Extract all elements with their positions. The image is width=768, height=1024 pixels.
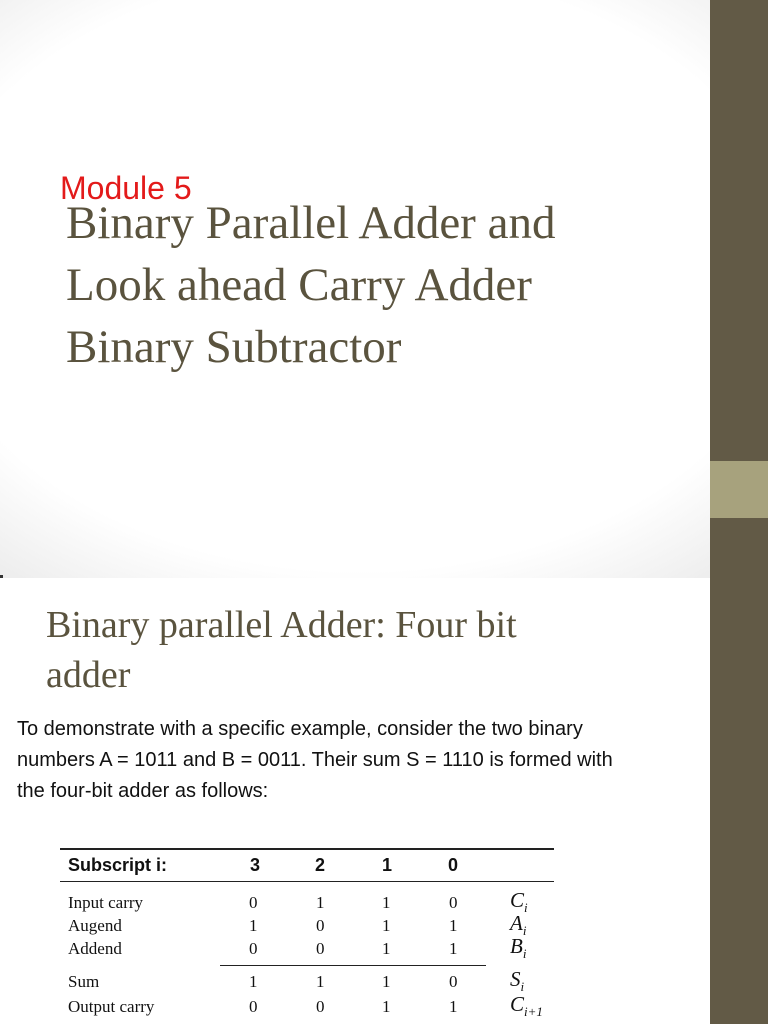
table-cell: 1 — [449, 916, 458, 935]
table-cell: 1 — [449, 997, 458, 1016]
table-cell: 0 — [249, 939, 258, 958]
slide2-title-line-2: adder — [46, 654, 131, 696]
table-cell: 1 — [316, 972, 325, 991]
table-cell: 1 — [316, 893, 325, 912]
table-cell: 1 — [249, 916, 258, 935]
title-line-3: Binary Subtractor — [66, 321, 402, 373]
slide2-body — [17, 714, 717, 807]
symbol-a-i: $A_i$ — [510, 911, 527, 939]
module-label: Module 5 — [60, 170, 192, 206]
slide2-title — [46, 600, 686, 700]
row-label-input-carry: Input carry — [68, 893, 144, 912]
slide1-side-accent — [710, 461, 768, 518]
table-cell: 1 — [382, 916, 391, 935]
table-cell: 0 — [249, 997, 258, 1016]
row-label-output-carry: Output carry — [68, 997, 155, 1016]
symbol-b-i: $B_i$ — [510, 934, 527, 962]
table-cell: 0 — [449, 972, 458, 991]
table-cell: 0 — [316, 939, 325, 958]
row-label-augend: Augend — [68, 916, 122, 935]
symbol-c-i: $C_i$ — [510, 888, 528, 916]
body-line-1: To demonstrate with a specific example, consider the two binary — [17, 718, 583, 740]
subscript-3: 3 — [250, 855, 261, 875]
slide2-title-line-1: Binary parallel Adder: Four bit — [46, 604, 517, 646]
symbol-c-i-plus-1: $C_{i+1}$ — [510, 992, 543, 1020]
body-line-3: the four-bit adder as follows: — [17, 780, 269, 802]
title-line-2: Look ahead Carry Adder — [66, 259, 532, 311]
title-line-1: Binary Parallel Adder and — [66, 197, 556, 249]
subscript-header-label: Subscript i: — [68, 855, 168, 875]
row-label-sum: Sum — [68, 972, 100, 991]
slide2-side-bar — [710, 578, 768, 1024]
four-bit-adder-table — [60, 846, 554, 1024]
table-cell: 1 — [249, 972, 258, 991]
table-top-rule — [60, 848, 554, 850]
content-slide — [0, 578, 710, 1024]
body-line-2: numbers A = 1011 and B = 0011. Their sum S = 1110 is formed with — [17, 749, 613, 771]
symbol-s-i: $S_i$ — [510, 967, 525, 995]
subscript-1: 1 — [382, 855, 393, 875]
slide-title — [66, 192, 706, 378]
table-cell: 1 — [382, 997, 391, 1016]
table-cell: 1 — [449, 939, 458, 958]
table-header-rule — [60, 881, 554, 882]
table-cell: 1 — [382, 939, 391, 958]
table-sum-rule — [220, 965, 486, 966]
subscript-2: 2 — [315, 855, 326, 875]
row-label-addend: Addend — [68, 939, 122, 958]
subscript-0: 0 — [448, 855, 459, 875]
table-cell: 0 — [316, 997, 325, 1016]
table-cell: 1 — [382, 893, 391, 912]
table-cell: 0 — [316, 916, 325, 935]
table-cell: 1 — [382, 972, 391, 991]
table-cell: 0 — [449, 893, 458, 912]
table-cell: 0 — [249, 893, 258, 912]
